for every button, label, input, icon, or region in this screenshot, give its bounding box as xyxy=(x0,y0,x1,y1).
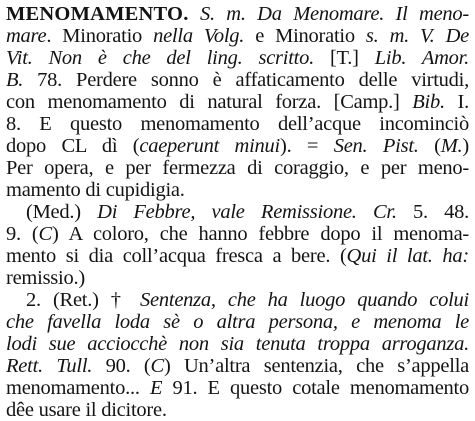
text-run: 2. (Ret.) † xyxy=(26,289,141,311)
text-line xyxy=(6,47,469,69)
text-run: ) A coloro, che hanno febbre dopo il menoma- xyxy=(51,223,469,245)
text-run: dêe usare il dicitore. xyxy=(6,399,167,421)
text-run: menomamento... xyxy=(6,377,150,399)
text-line xyxy=(6,179,469,201)
text-run: 78. Perdere sonno è affaticamento delle virtudi, xyxy=(23,69,469,91)
italic-text: Qui il lat. ha: xyxy=(346,245,469,267)
text-run: ) Un’altra sentenzia, che s’appella xyxy=(163,355,469,377)
text-line xyxy=(6,311,469,333)
text-line xyxy=(6,355,469,377)
italic-text: Sentenza, che ha luogo quando colui xyxy=(140,289,469,311)
text-line xyxy=(6,3,469,25)
text-line xyxy=(6,135,469,157)
text-line xyxy=(26,201,469,223)
text-line xyxy=(26,289,469,311)
italic-text: Bib. xyxy=(412,91,445,113)
text-run: 9. ( xyxy=(6,223,39,245)
italic-text: caeperunt minui xyxy=(139,135,280,157)
text-line xyxy=(6,223,469,245)
italic-text: lodi sue acciocchè non sia tenuta troppa arroganza. xyxy=(6,333,469,355)
italic-text: Menomare xyxy=(293,3,380,25)
italic-text: C xyxy=(150,355,164,377)
text-run: Per opera, e per fermezza di coraggio, e per meno- xyxy=(6,157,469,179)
italic-text: s. m. V. De xyxy=(365,25,469,47)
text-run: [T.] xyxy=(313,47,375,69)
italic-text: mare xyxy=(6,25,47,47)
text-line xyxy=(6,399,469,421)
italic-text: nella Volg. xyxy=(153,25,245,47)
text-run: ) xyxy=(462,135,469,157)
text-run: 90. ( xyxy=(92,355,151,377)
italic-text: Vit. Non è che del ling. scritto. xyxy=(6,47,314,69)
text-run: remissio.) xyxy=(6,267,85,289)
text-run: . Minoratio xyxy=(46,25,154,47)
italic-text: E xyxy=(149,377,163,399)
italic-text: Rett. Tull. xyxy=(6,355,93,377)
text-run: mento si dia coll’acqua fresca a bere. ( xyxy=(6,245,347,267)
text-run: ( xyxy=(418,135,441,157)
italic-text: C xyxy=(38,223,52,245)
text-line xyxy=(6,69,469,91)
text-run: 8. E questo menomamento dell’acque incominciò xyxy=(6,113,469,135)
headword: MENOMAMENTO. xyxy=(6,3,189,25)
italic-text: Sen. Pist. xyxy=(333,135,419,157)
text-run: I. xyxy=(444,91,469,113)
text-run: mamento di cupidigia. xyxy=(6,179,185,201)
italic-text: Di Febbre, vale Remissione. Cr. xyxy=(97,201,397,223)
text-run: e Minoratio xyxy=(244,25,366,47)
italic-text: B. xyxy=(6,69,24,91)
text-line xyxy=(6,25,469,47)
text-run: con menomamento di natural forza. [Camp.] xyxy=(6,91,413,113)
text-run: ). = xyxy=(280,135,334,157)
text-run: dopo CL dì ( xyxy=(6,135,140,157)
text-run: (Med.) xyxy=(26,201,98,223)
italic-text: M. xyxy=(440,135,463,157)
text-line xyxy=(6,245,469,267)
italic-text: S. m. Da xyxy=(199,3,294,25)
italic-text: Lib. Amor. xyxy=(374,47,469,69)
text-run: 5. 48. xyxy=(396,201,469,223)
text-line xyxy=(6,377,469,399)
text-line xyxy=(6,333,469,355)
italic-text: . Il meno- xyxy=(379,3,469,25)
text-run: 91. E questo cotale menomamento xyxy=(162,377,469,399)
text-line xyxy=(6,113,469,135)
text-line xyxy=(6,157,469,179)
text-line xyxy=(6,91,469,113)
text-line xyxy=(6,267,469,289)
italic-text: che favella loda sè o altra persona, e menoma le xyxy=(6,311,469,333)
